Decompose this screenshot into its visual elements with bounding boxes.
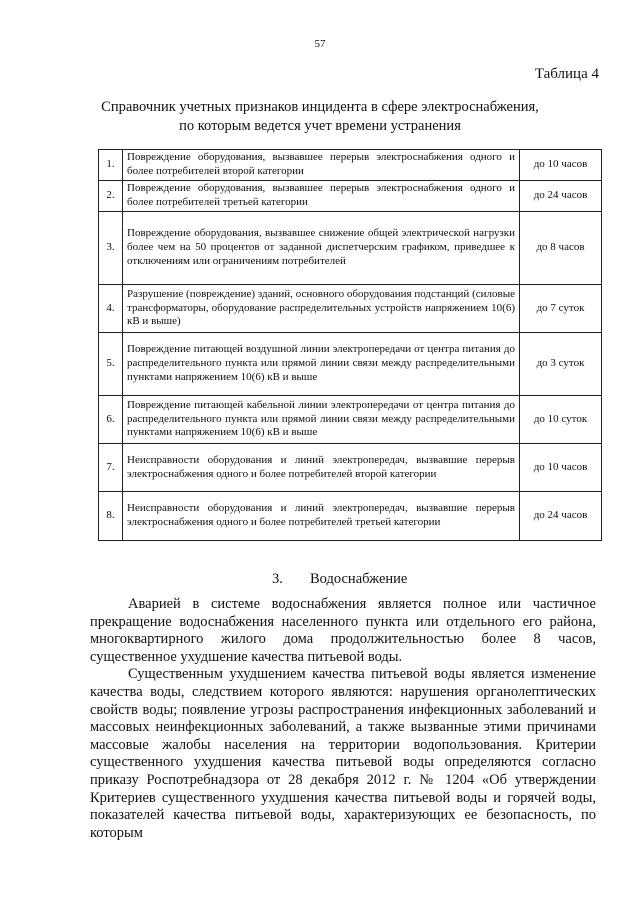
table-row — [99, 396, 602, 444]
row-time: до 8 часов — [520, 212, 602, 285]
section-title: Водоснабжение — [310, 571, 408, 587]
row-description: Повреждение оборудования, вызвавшее перерыв электроснабжения одного и более потребителей третьей категории — [123, 181, 520, 212]
paragraph: Существенным ухудшением качества питьевой воды является изменение качества воды, следствием которого являются: нарушения органолептических свойств воды; появление угрозы распространения инфекционных заболеваний и массовых неинфекционных заболеваний, а также вызванные этими причинами массовые жалобы населения на территории водопользования. Критерии существенного ухудшения качества питьевой воды определяются согласно приказу Роспотребнадзора от 28 декабря 2012 г. № 1204 «Об утверждении Критериев существенного ухудшения качества питьевой воды и горячей воды, показателей качества питьевой воды, характеризующих ее безопасность, по которым — [90, 666, 596, 841]
row-number: 2. — [99, 181, 123, 212]
row-time: до 24 часов — [520, 181, 602, 212]
row-number: 1. — [99, 150, 123, 181]
row-time: до 7 суток — [520, 285, 602, 333]
row-time: до 24 часов — [520, 492, 602, 541]
row-description: Повреждение питающей кабельной линии электропередачи от центра питания до распределительного пункта или прямой линии связи между распределительными пунктами напряжением 10(6) кВ и выше — [123, 396, 520, 444]
row-time: до 3 суток — [520, 333, 602, 396]
title-line-1: Справочник учетных признаков инцидента в сфере электроснабжения, — [101, 99, 539, 115]
row-description: Неисправности оборудования и линий электропередач, вызвавшие перерыв электроснабжения одного и более потребителей второй категории — [123, 444, 520, 492]
row-description: Неисправности оборудования и линий электропередач, вызвавшие перерыв электроснабжения одного и более потребителей третьей категории — [123, 492, 520, 541]
table-row — [99, 333, 602, 396]
table-row — [99, 285, 602, 333]
row-time: до 10 часов — [520, 444, 602, 492]
row-number: 8. — [99, 492, 123, 541]
row-time: до 10 суток — [520, 396, 602, 444]
row-number: 4. — [99, 285, 123, 333]
table-row — [99, 444, 602, 492]
table-row — [99, 150, 602, 181]
row-description: Повреждение питающей воздушной линии электропередачи от центра питания до распределительного пункта или прямой линии связи между распределительными пунктами напряжением 10(6) кВ и выше — [123, 333, 520, 396]
row-number: 7. — [99, 444, 123, 492]
table-title — [60, 98, 580, 136]
row-number: 6. — [99, 396, 123, 444]
row-description: Разрушение (повреждение) зданий, основного оборудования подстанций (силовые трансформаторы, оборудование распределительных устройств напряжением 10(6) кВ и выше) — [123, 285, 520, 333]
row-description: Повреждение оборудования, вызвавшее снижение общей электрической нагрузки более чем на 50 процентов от заданной диспетчерским графиком, приведшее к отключениям или ограничениям потребителей — [123, 212, 520, 285]
incident-table — [98, 149, 602, 541]
table-label: Таблица 4 — [534, 66, 599, 82]
row-description: Повреждение оборудования, вызвавшее перерыв электроснабжения одного и более потребителей второй категории — [123, 150, 520, 181]
paragraph: Аварией в системе водоснабжения является полное или частичное прекращение водоснабжения населенного пункта или отдельного его района, многоквартирного жилого дома продолжительностью более 8 часов, существенное ухудшение качества питьевой воды. — [90, 596, 596, 665]
table-row — [99, 492, 602, 541]
row-number: 3. — [99, 212, 123, 285]
table-row — [99, 212, 602, 285]
table-row — [99, 181, 602, 212]
title-line-2: по которым ведется учет времени устранения — [179, 118, 461, 134]
body-text — [90, 596, 596, 842]
section-number: 3. — [272, 571, 283, 587]
section-heading — [272, 571, 407, 588]
row-number: 5. — [99, 333, 123, 396]
page-number: 57 — [314, 38, 326, 50]
row-time: до 10 часов — [520, 150, 602, 181]
